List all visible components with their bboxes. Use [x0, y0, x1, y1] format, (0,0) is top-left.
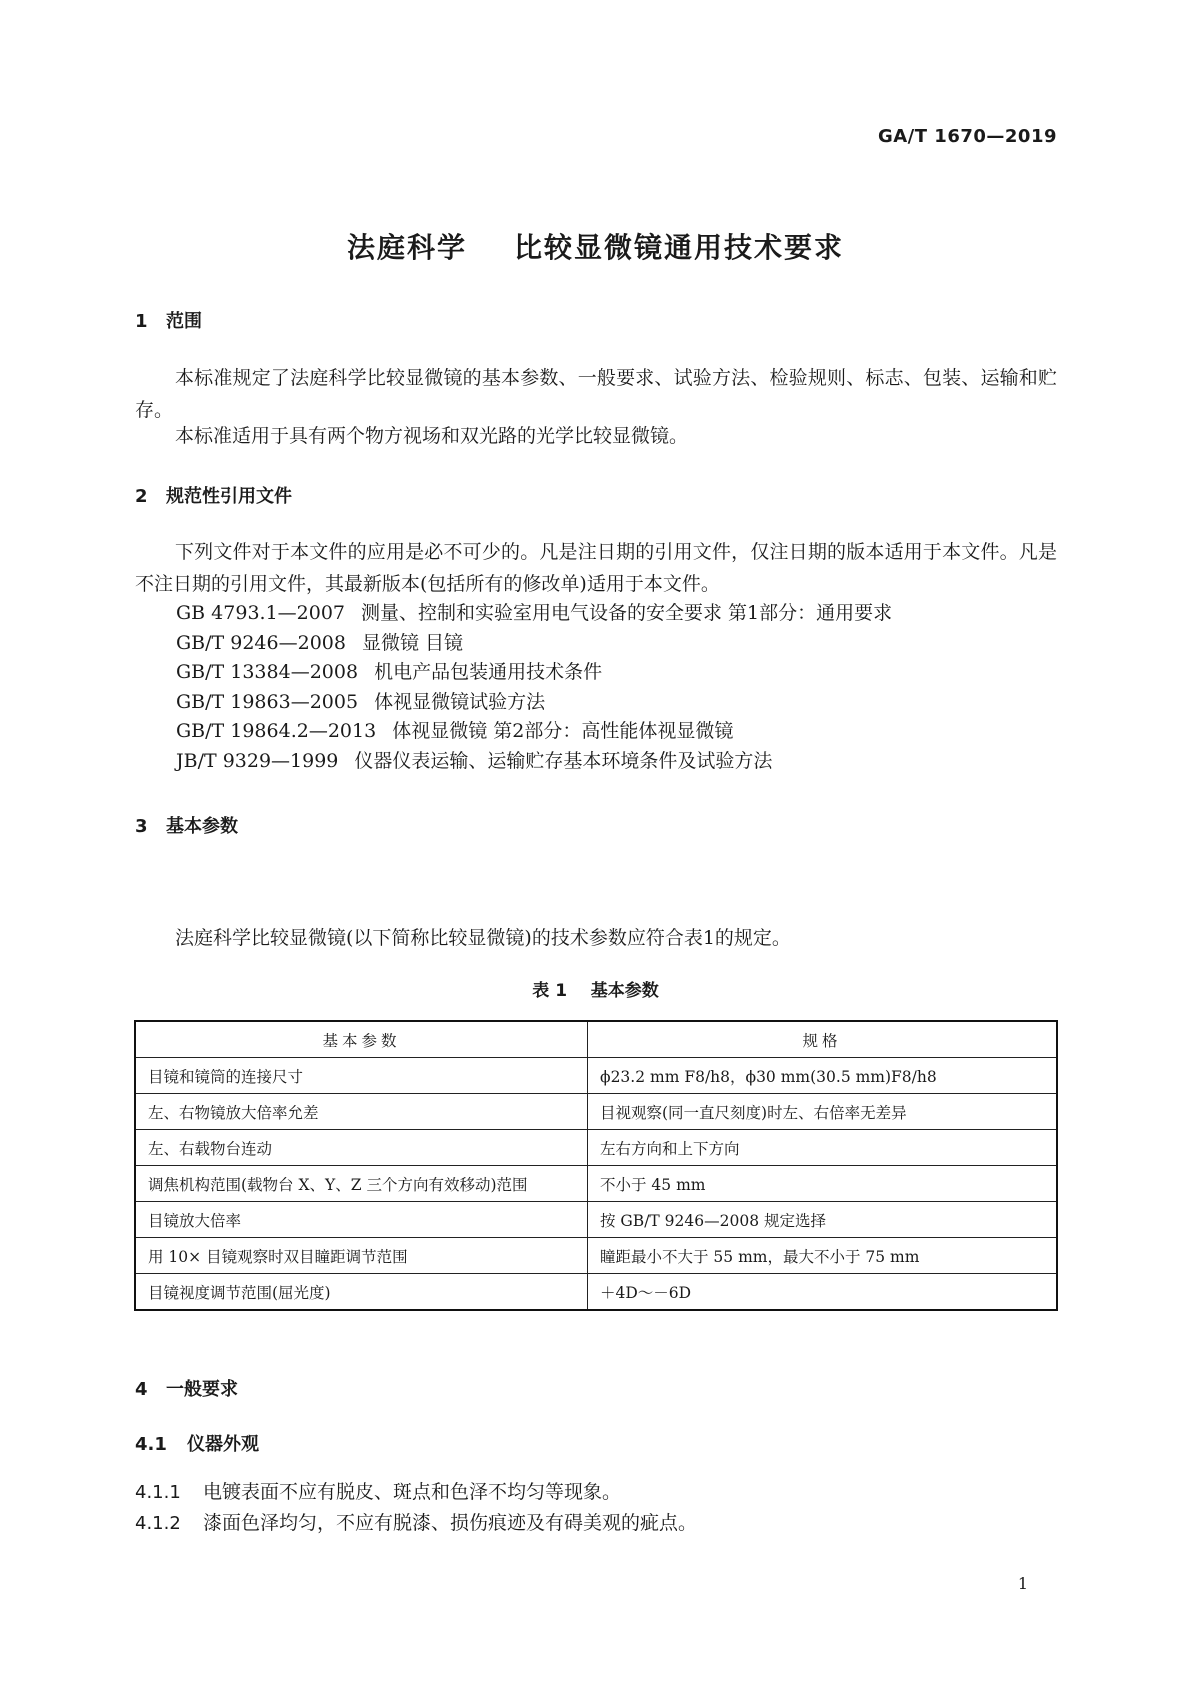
table-cell: 目镜和镜筒的连接尺寸 — [135, 1058, 588, 1094]
subsection-number: 4.1 — [135, 1434, 167, 1455]
table-row — [135, 1202, 1057, 1238]
clause-text: 漆面色泽均匀，不应有脱漆、损伤痕迹及有碍美观的疵点。 — [203, 1512, 698, 1534]
section-number: 1 — [135, 311, 148, 332]
table-cell: ＋4D～－6D — [588, 1274, 1058, 1311]
table-cell: 左、右载物台连动 — [135, 1130, 588, 1166]
section-3-paragraph: 法庭科学比较显微镜(以下简称比较显微镜)的技术参数应符合表1的规定。 — [175, 927, 791, 949]
table-cell: 左右方向和上下方向 — [588, 1130, 1058, 1166]
section-title: 基本参数 — [166, 816, 238, 837]
reference-code: GB/T 19863—2005 — [176, 691, 359, 713]
section-number: 4 — [135, 1379, 148, 1400]
section-1-heading — [135, 307, 202, 333]
table-row — [135, 1094, 1057, 1130]
table-cell: 调焦机构范围(载物台 X、Y、Z 三个方向有效移动)范围 — [135, 1166, 588, 1202]
reference-title: 测量、控制和实验室用电气设备的安全要求 第1部分：通用要求 — [361, 602, 893, 624]
section-title: 规范性引用文件 — [166, 486, 292, 507]
column-header: 规格 — [588, 1021, 1058, 1058]
reference-code: GB/T 9246—2008 — [176, 632, 346, 654]
section-2-heading — [135, 482, 292, 508]
clause-number: 4.1.2 — [135, 1513, 181, 1534]
reference-item — [176, 628, 463, 655]
column-header: 基本参数 — [135, 1021, 588, 1058]
table-row — [135, 1058, 1057, 1094]
section-4-heading — [135, 1375, 238, 1401]
table-row — [135, 1166, 1057, 1202]
reference-item — [176, 687, 545, 714]
table-cell: 目镜放大倍率 — [135, 1202, 588, 1238]
section-3-heading — [135, 812, 238, 838]
table-cell: 左、右物镜放大倍率允差 — [135, 1094, 588, 1130]
reference-item — [176, 598, 892, 625]
reference-code: GB 4793.1—2007 — [176, 602, 346, 624]
table-header-row — [135, 1021, 1057, 1058]
page-number: 1 — [1017, 1574, 1028, 1593]
table-row — [135, 1130, 1057, 1166]
reference-title: 仪器仪表运输、运输贮存基本环境条件及试验方法 — [354, 750, 773, 772]
table-cell: 按 GB/T 9246—2008 规定选择 — [588, 1202, 1058, 1238]
clause-4-1-1 — [135, 1477, 621, 1504]
section-1-paragraph-1: 本标准规定了法庭科学比较显微镜的基本参数、一般要求、试验方法、检验规则、标志、包装、运输和贮存。 — [135, 367, 1057, 421]
reference-item — [176, 716, 733, 743]
table-cell: ϕ23.2 mm F8/h8，ϕ30 mm(30.5 mm)F8/h8 — [588, 1058, 1058, 1094]
table-caption: 表 1 基本参数 — [532, 981, 659, 1001]
table-row — [135, 1238, 1057, 1274]
section-1-paragraph-2: 本标准适用于具有两个物方视场和双光路的光学比较显微镜。 — [175, 425, 689, 447]
table-cell: 目镜视度调节范围(屈光度) — [135, 1274, 588, 1311]
clause-number: 4.1.1 — [135, 1482, 181, 1503]
table-cell: 目视观察(同一直尺刻度)时左、右倍率无差异 — [588, 1094, 1058, 1130]
section-2-intro: 下列文件对于本文件的应用是必不可少的。凡是注日期的引用文件，仅注日期的版本适用于本文件。凡是不注日期的引用文件，其最新版本(包括所有的修改单)适用于本文件。 — [135, 541, 1057, 595]
section-number: 2 — [135, 486, 148, 507]
reference-item — [176, 657, 602, 684]
table-cell: 不小于 45 mm — [588, 1166, 1058, 1202]
document-title: 法庭科学 比较显微镜通用技术要求 — [347, 231, 844, 264]
section-number: 3 — [135, 816, 148, 837]
table-row — [135, 1274, 1057, 1311]
reference-code: JB/T 9329—1999 — [176, 750, 339, 772]
reference-code: GB/T 13384—2008 — [176, 661, 359, 683]
parameters-table — [134, 1020, 1058, 1311]
section-title: 范围 — [166, 311, 202, 332]
reference-title: 显微镜 目镜 — [361, 632, 464, 654]
subsection-title: 仪器外观 — [187, 1434, 259, 1455]
reference-title: 体视显微镜 第2部分：高性能体视显微镜 — [392, 720, 734, 742]
table-cell: 用 10× 目镜观察时双目瞳距调节范围 — [135, 1238, 588, 1274]
standard-code: GA/T 1670—2019 — [877, 126, 1057, 147]
table-cell: 瞳距最小不大于 55 mm，最大不小于 75 mm — [588, 1238, 1058, 1274]
reference-item — [176, 746, 772, 773]
reference-title: 体视显微镜试验方法 — [374, 691, 546, 713]
reference-code: GB/T 19864.2—2013 — [176, 720, 377, 742]
section-title: 一般要求 — [166, 1379, 238, 1400]
clause-text: 电镀表面不应有脱皮、斑点和色泽不均匀等现象。 — [203, 1481, 622, 1503]
reference-title: 机电产品包装通用技术条件 — [374, 661, 603, 683]
clause-4-1-2 — [135, 1508, 697, 1535]
subsection-4-1-heading — [135, 1430, 259, 1456]
